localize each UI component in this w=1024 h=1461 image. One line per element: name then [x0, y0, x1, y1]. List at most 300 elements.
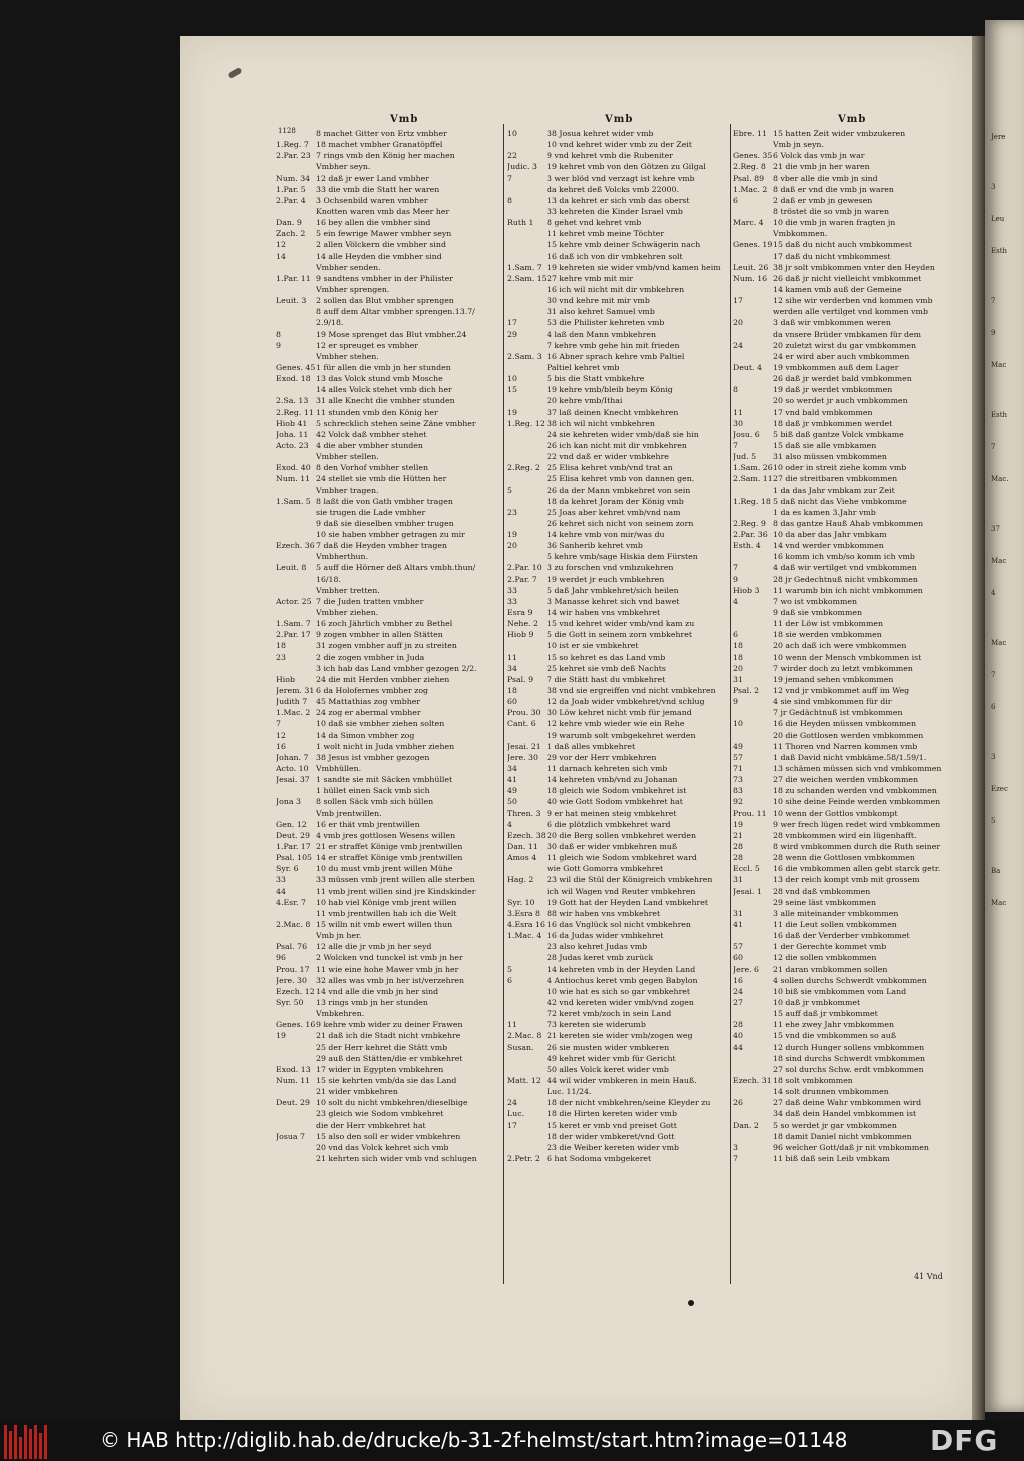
- entry-reference: 57: [733, 752, 743, 762]
- index-entry: [733, 886, 965, 897]
- index-entry: [733, 685, 965, 696]
- entry-reference: Genes. 35: [733, 151, 773, 161]
- entry-reference: 1.Mac. 2: [733, 184, 768, 194]
- entry-text: 20 vnd das Volck kehret sich vmb: [316, 1142, 449, 1152]
- entry-reference: [507, 952, 547, 963]
- entry-reference: 49: [733, 741, 743, 751]
- entry-text: 19 daß jr werdet vmbkommen: [773, 385, 893, 395]
- entry-text: 9 sandtens vmbher in der Philister: [316, 273, 454, 283]
- fragment-text: 3: [991, 183, 996, 191]
- index-entry: [733, 841, 965, 852]
- entry-reference: Thren. 3: [507, 808, 541, 818]
- entry-reference: [276, 284, 316, 295]
- entry-reference: 19: [276, 1031, 286, 1041]
- entry-reference: Luc.: [507, 1109, 525, 1119]
- entry-reference: Judic. 3: [507, 162, 537, 172]
- entry-reference: [507, 986, 547, 997]
- entry-text: 21 kehrten sich wider vmb vnd schlugen: [316, 1153, 477, 1163]
- index-entry: [733, 184, 965, 195]
- entry-reference: [276, 908, 316, 919]
- entry-text: 4 sie sind vmbkommen für dir: [773, 697, 892, 707]
- entry-reference: 17: [733, 296, 743, 306]
- entry-text: Vmbher stehen.: [316, 351, 379, 361]
- index-entry: [733, 1019, 965, 1030]
- entry-text: 16 ich wil nicht mit dir vmbkehren: [547, 284, 685, 294]
- entry-reference: 1.Sam. 7: [507, 262, 542, 272]
- index-entry: [733, 607, 965, 618]
- entry-reference: [507, 306, 547, 317]
- index-entry: [733, 139, 965, 150]
- entry-reference: [507, 184, 547, 195]
- source-link[interactable]: © HAB http://diglib.hab.de/drucke/b-31-2f-helmst/start.htm?image=01148: [100, 1428, 848, 1452]
- entry-text: 16 komm ich vmb/so komm ich vmb: [773, 552, 915, 562]
- entry-text: 20 kehre vmb/Ithai: [547, 396, 623, 406]
- index-entry: [507, 930, 729, 941]
- entry-text: 18 der wider vmbkeret/vnd Gott: [547, 1131, 675, 1141]
- entry-reference: [507, 1131, 547, 1142]
- entry-reference: [276, 1153, 316, 1164]
- entry-reference: Jere. 30: [276, 975, 307, 985]
- index-entry: [507, 741, 729, 752]
- entry-text: 26 daß jr werdet bald vmbkommen: [773, 374, 912, 384]
- entry-text: Vmbher tretten.: [316, 585, 380, 595]
- index-entry: [733, 540, 965, 551]
- index-entry: [507, 317, 729, 328]
- entry-text: 1 sandte sie mit Säcken vmbhüllet: [316, 775, 453, 785]
- index-entry: [507, 886, 729, 897]
- entry-reference: [276, 585, 316, 596]
- entry-text: 14 alles Volck stehet vmb dich her: [316, 385, 452, 395]
- entry-text: 45 Mattathias zog vmbher: [316, 697, 421, 707]
- entry-reference: Gen. 12: [276, 819, 307, 829]
- entry-text: 8 gehet vnd kehret vmb: [547, 218, 642, 228]
- entry-text: 10 du must vmb jrent willen Mühe: [316, 864, 453, 874]
- entry-reference: 17: [507, 318, 517, 328]
- entry-text: 9 zogen vmbher in allen Stätten: [316, 630, 443, 640]
- entry-text: 15 kehre vmb deiner Schwägerin nach: [547, 240, 701, 250]
- entry-reference: 14: [276, 251, 286, 261]
- entry-reference: [507, 251, 547, 262]
- entry-reference: [276, 317, 316, 328]
- index-entry: [507, 228, 729, 239]
- entry-text: 33 die vmb die Statt her waren: [316, 184, 440, 194]
- entry-text: 18 machet vmbher Granatöpffel: [316, 140, 443, 150]
- column-rule: [730, 124, 731, 1284]
- entry-text: 10 hab viel Könige vmb jrent willen: [316, 897, 457, 907]
- entry-reference: 11: [733, 407, 743, 417]
- entry-text: 5 schrecklich stehen seine Zäne vmbher: [316, 418, 476, 428]
- index-entry: [276, 908, 502, 919]
- index-entry: [276, 774, 502, 785]
- entry-text: 7 die Juden tratten vmbher: [316, 596, 424, 606]
- index-entry: [507, 629, 729, 640]
- fragment-text: 9: [991, 329, 996, 337]
- index-entry: [507, 284, 729, 295]
- entry-text: 4 laß den Mann vmbkehren: [547, 329, 657, 339]
- index-column-1: [276, 128, 502, 1164]
- entry-reference: [733, 607, 773, 618]
- entry-reference: [276, 785, 316, 796]
- entry-text: 38 Josua kehret wider vmb: [547, 129, 654, 138]
- entry-reference: [276, 128, 316, 139]
- entry-reference: [507, 1064, 547, 1075]
- index-entry: [733, 1042, 965, 1053]
- index-entry: [276, 251, 502, 262]
- entry-reference: 1.Par. 5: [276, 184, 306, 194]
- index-entry: [507, 451, 729, 462]
- index-entry: [507, 407, 729, 418]
- entry-reference: 34: [507, 764, 517, 774]
- entry-reference: 24: [733, 986, 743, 996]
- entry-text: 12 durch Hunger sollens vmbkommen: [773, 1042, 925, 1052]
- index-entry: [507, 975, 729, 986]
- entry-reference: [276, 574, 316, 585]
- entry-reference: [507, 1053, 547, 1064]
- index-entry: [507, 139, 729, 150]
- entry-text: 2 allen Völckern die vmbher sind: [316, 240, 446, 250]
- entry-text: 3 daß wir vmbkommen weren: [773, 318, 891, 328]
- hab-logo-icon[interactable]: [4, 1421, 48, 1459]
- entry-reference: [733, 485, 773, 496]
- entry-text: 73 kereten sie widerumb: [547, 1020, 646, 1030]
- entry-text: da kehret deß Volcks vmb 22000.: [547, 184, 679, 194]
- entry-reference: Exod. 18: [276, 374, 311, 384]
- entry-text: 72 keret vmb/zoch in sein Land: [547, 1009, 672, 1019]
- entry-text: 16 die Heyden müssen vmbkommen: [773, 719, 917, 729]
- entry-text: 50 alles Volck keret wider vmb: [547, 1064, 669, 1074]
- entry-reference: Num. 11: [276, 1075, 311, 1085]
- entry-text: 17 wider in Egypten vmbkehren: [316, 1064, 444, 1074]
- index-entry: [507, 574, 729, 585]
- entry-text: 8 wird vmbkommen durch die Ruth seiner: [773, 842, 941, 851]
- index-entry: [276, 206, 502, 217]
- entry-reference: 44: [276, 886, 286, 896]
- entry-reference: Num. 11: [276, 474, 311, 484]
- entry-text: 2 daß er vmb jn gewesen: [773, 195, 873, 205]
- entry-text: 19 kehret vmb von den Götzen zu Gilgal: [547, 162, 706, 172]
- entry-reference: Ezech. 12: [276, 986, 315, 996]
- index-entry: [276, 473, 502, 484]
- index-entry: [276, 574, 502, 585]
- entry-reference: 11: [507, 1020, 517, 1030]
- index-entry: [276, 1042, 502, 1053]
- index-entry: [507, 418, 729, 429]
- entry-text: 2.9/18.: [316, 318, 344, 328]
- entry-text: 29 seine läst vmbkommen: [773, 897, 877, 907]
- entry-text: 25 Elisa kehret vmb von dannen gen.: [547, 474, 695, 484]
- entry-reference: Syr. 6: [276, 864, 299, 874]
- entry-reference: [733, 1086, 773, 1097]
- fragment-text: 37: [991, 525, 1000, 533]
- entry-text: 8 sollen Säck vmb sich hüllen: [316, 797, 434, 807]
- entry-reference: Psal. 89: [733, 173, 765, 183]
- index-entry: [733, 373, 965, 384]
- entry-reference: 24: [733, 340, 743, 350]
- index-entry: [733, 618, 965, 629]
- entry-text: die der Herr vmbkehret hat: [316, 1120, 426, 1130]
- index-entry: [507, 195, 729, 206]
- entry-reference: 1.Sam. 7: [276, 619, 311, 629]
- entry-text: 10 wie hat es sich so gar vmbkehret: [547, 986, 691, 996]
- entry-text: 10 daß jr vmbkommet: [773, 997, 861, 1007]
- index-entry: [507, 562, 729, 573]
- entry-reference: Jesai. 21: [507, 741, 541, 751]
- entry-text: 5 auff die Hörner deß Altars vmbh.thun/: [316, 563, 476, 573]
- index-entry: [507, 518, 729, 529]
- entry-text: 34 daß dein Handel vmbkommen ist: [773, 1109, 917, 1119]
- entry-reference: 5: [507, 964, 512, 974]
- entry-reference: [733, 206, 773, 217]
- entry-reference: Genes. 19: [733, 240, 773, 250]
- index-entry: [733, 529, 965, 540]
- index-entry: [733, 718, 965, 729]
- entry-text: 49 kehret wider vmb für Gericht: [547, 1053, 676, 1063]
- entry-text: 9 daß sie vmbkommen: [773, 608, 862, 618]
- entry-text: 5 biß daß gantze Volck vmbkame: [773, 429, 904, 439]
- column-head-1: Vmb: [390, 114, 419, 125]
- index-entry: [276, 808, 502, 819]
- entry-reference: 19: [507, 530, 517, 540]
- entry-reference: Syr. 10: [507, 897, 535, 907]
- index-entry: [507, 395, 729, 406]
- fragment-text: Leu: [991, 215, 1005, 223]
- entry-reference: 83: [733, 786, 743, 796]
- entry-reference: [276, 1108, 316, 1119]
- entry-text: 38 vnd sie ergreiffen vnd nicht vmbkehren: [547, 686, 716, 696]
- entry-reference: Marc. 4: [733, 218, 764, 228]
- index-entry: [276, 830, 502, 841]
- index-entry: [276, 941, 502, 952]
- entry-reference: 9: [276, 340, 281, 350]
- entry-reference: [276, 384, 316, 395]
- index-entry: [276, 273, 502, 284]
- entry-text: 1 daß David nicht vmbkäme.58/1.59/1.: [773, 752, 927, 762]
- entry-reference: Hiob 41: [276, 418, 308, 428]
- index-entry: [733, 228, 965, 239]
- entry-text: 10 die vmb jn waren fragten jn: [773, 218, 896, 228]
- entry-text: Vmb jn her.: [316, 931, 362, 941]
- entry-text: wie Gott Gomorra vmbkehret: [547, 864, 664, 874]
- entry-reference: 21: [733, 830, 743, 840]
- entry-text: 24 er wird aber auch vmbkommen: [773, 351, 910, 361]
- index-column-3: [733, 128, 965, 1164]
- entry-text: 15 daß du nicht auch vmbkommest: [773, 240, 913, 250]
- entry-text: 28 jr Gedechtnuß nicht vmbkommen: [773, 574, 918, 584]
- entry-reference: 19: [733, 819, 743, 829]
- index-entry: [276, 841, 502, 852]
- entry-reference: [276, 351, 316, 362]
- entry-reference: Psal. 105: [276, 853, 313, 863]
- entry-reference: 28: [733, 853, 743, 863]
- entry-reference: 2.Par. 7: [507, 574, 537, 584]
- entry-reference: [733, 507, 773, 518]
- entry-text: 30 vnd kehre mit mir vmb: [547, 296, 650, 306]
- entry-text: 53 die Philister kehreten vmb: [547, 318, 665, 328]
- entry-text: 20 die Berg sollen vmbkehret werden: [547, 830, 697, 840]
- entry-reference: Ruth 1: [507, 218, 534, 228]
- entry-reference: [733, 1131, 773, 1142]
- index-entry: [276, 1008, 502, 1019]
- entry-reference: [507, 440, 547, 451]
- entry-text: 3 zu forschen vnd vmbzukehren: [547, 563, 674, 573]
- index-entry: [507, 919, 729, 930]
- entry-text: 14 solt drunnen vmbkommen: [773, 1087, 889, 1097]
- index-entry: [733, 407, 965, 418]
- entry-text: 5 daß Jahr vmbkehret/sich heilen: [547, 585, 679, 595]
- index-entry: [733, 707, 965, 718]
- index-entry: [276, 284, 502, 295]
- entry-reference: Num. 34: [276, 173, 311, 183]
- index-entry: [733, 741, 965, 752]
- index-entry: [733, 874, 965, 885]
- index-entry: [733, 1120, 965, 1131]
- index-entry: [733, 819, 965, 830]
- entry-reference: 4: [733, 596, 738, 606]
- index-entry: [276, 964, 502, 975]
- entry-reference: [276, 930, 316, 941]
- index-entry: [507, 663, 729, 674]
- entry-text: Vmb jrentwillen.: [316, 808, 382, 818]
- entry-text: 26 ich kan nicht mit dir vmbkehren: [547, 440, 687, 450]
- index-entry: [507, 808, 729, 819]
- index-entry: [507, 830, 729, 841]
- entry-text: 25 Joas aber kehret vmb/vnd nam: [547, 507, 681, 517]
- entry-reference: Jona 3: [276, 797, 301, 807]
- entry-reference: 16: [276, 741, 286, 751]
- entry-reference: [733, 395, 773, 406]
- index-entry: [733, 897, 965, 908]
- entry-text: 18 sie werden vmbkommen: [773, 630, 882, 640]
- index-entry: [733, 1086, 965, 1097]
- entry-reference: Ezech. 36: [276, 541, 315, 551]
- entry-reference: 8: [733, 385, 738, 395]
- entry-reference: Dan. 9: [276, 218, 302, 228]
- entry-text: 21 die vmb jn her waren: [773, 162, 870, 172]
- entry-text: 20 die Gottlosen werden vmbkommen: [773, 730, 924, 740]
- index-entry: [507, 429, 729, 440]
- entry-text: 17 daß du nicht vmbkommest: [773, 251, 891, 261]
- index-entry: [507, 785, 729, 796]
- entry-reference: [507, 139, 547, 150]
- entry-text: 24 sie kehreten wider vmb/daß sie hin: [547, 429, 699, 439]
- entry-reference: Deut. 4: [733, 362, 762, 372]
- entry-text: 8 machet Gitter von Ertz vmbher: [316, 129, 447, 138]
- entry-text: 10 biß sie vmbkommen vom Land: [773, 986, 907, 996]
- entry-text: 19 Mose sprenget das Blut vmbher.24: [316, 329, 467, 339]
- index-entry: [733, 273, 965, 284]
- entry-reference: 27: [733, 997, 743, 1007]
- index-entry: [733, 173, 965, 184]
- entry-reference: 9: [733, 697, 738, 707]
- entry-reference: 18: [507, 686, 517, 696]
- entry-text: 19 warumb solt vmbgekehret werden: [547, 730, 696, 740]
- index-entry: [507, 329, 729, 340]
- index-entry: [507, 1075, 729, 1086]
- entry-text: 18 solt vmbkommen: [773, 1075, 853, 1085]
- entry-text: 25 der Herr kehret die Stätt vmb: [316, 1042, 448, 1052]
- index-entry: [733, 161, 965, 172]
- entry-text: 15 also den soll er wider vmbkehren: [316, 1131, 461, 1141]
- entry-text: 5 kehre vmb/sage Hiskia dem Fürsten: [547, 552, 698, 562]
- entry-text: 15 keret er vmb vnd preiset Gott: [547, 1120, 677, 1130]
- entry-reference: 7: [733, 440, 738, 450]
- entry-reference: 7: [507, 173, 512, 183]
- entry-text: 15 vnd die vmbkommen so auß: [773, 1031, 897, 1041]
- index-entry: [276, 173, 502, 184]
- entry-text: Vmbher seyn.: [316, 162, 371, 172]
- index-entry: [733, 150, 965, 161]
- index-entry: [276, 730, 502, 741]
- entry-text: 27 kehre vmb mit mir: [547, 273, 633, 283]
- entry-text: 12 er spreuget es vmbher: [316, 340, 419, 350]
- entry-reference: 1.Reg. 7: [276, 140, 309, 150]
- entry-reference: 33: [507, 585, 517, 595]
- index-entry: [733, 451, 965, 462]
- index-entry: [507, 1030, 729, 1041]
- entry-text: 10 ist er sie vmbkehret: [547, 641, 639, 651]
- index-entry: [507, 897, 729, 908]
- entry-reference: [276, 1042, 316, 1053]
- entry-reference: 2.Reg. 11: [276, 407, 314, 417]
- entry-text: 16 er thät vmb jrentwillen: [316, 819, 420, 829]
- entry-reference: 28: [733, 1020, 743, 1030]
- entry-text: 23 also kehret Judas vmb: [547, 942, 648, 952]
- entry-reference: 3.Esra 8: [507, 908, 540, 918]
- entry-text: 10 daß sie vmbher ziehen solten: [316, 719, 445, 729]
- entry-reference: Joha. 11: [276, 429, 309, 439]
- index-entry: [733, 1075, 965, 1086]
- entry-text: 10 da aber das Jahr vmbkam: [773, 530, 887, 540]
- entry-reference: Exod. 13: [276, 1064, 311, 1074]
- index-entry: [733, 629, 965, 640]
- entry-reference: 12: [276, 240, 286, 250]
- index-entry: [507, 841, 729, 852]
- entry-text: 21 daß ich die Stadt nicht vmbkehre: [316, 1031, 461, 1041]
- entry-text: 25 kehret sie vmb deß Nachts: [547, 663, 666, 673]
- index-entry: [276, 685, 502, 696]
- entry-reference: [507, 886, 547, 897]
- adjacent-page-text: [991, 132, 1024, 930]
- index-entry: [733, 239, 965, 250]
- index-entry: [276, 562, 502, 573]
- entry-reference: [507, 395, 547, 406]
- entry-reference: Esth. 4: [733, 541, 761, 551]
- index-entry: [507, 239, 729, 250]
- entry-text: 3 alle miteinander vmbkommen: [773, 908, 899, 918]
- entry-reference: [733, 139, 773, 150]
- index-entry: [507, 1053, 729, 1064]
- entry-text: 28 vnd daß vmbkommen: [773, 886, 871, 896]
- index-entry: [733, 518, 965, 529]
- index-entry: [507, 752, 729, 763]
- entry-reference: 23: [507, 507, 517, 517]
- index-entry: [507, 1120, 729, 1131]
- index-entry: [276, 752, 502, 763]
- index-entry: [507, 529, 729, 540]
- entry-reference: Hag. 2: [507, 875, 534, 885]
- index-entry: [276, 551, 502, 562]
- entry-text: 11 gleich wie Sodom vmbkehret ward: [547, 853, 697, 863]
- index-entry: [733, 217, 965, 228]
- index-entry: [276, 1131, 502, 1142]
- index-entry: [733, 295, 965, 306]
- index-entry: [507, 1108, 729, 1119]
- index-entry: [733, 384, 965, 395]
- entry-text: 38 Jesus ist vmbher gezogen: [316, 752, 430, 762]
- entry-reference: [276, 551, 316, 562]
- entry-text: 7 wirder doch zu letzt vmbkommen: [773, 663, 913, 673]
- entry-text: 8 auff dem Altar vmbher sprengen.13.7/: [316, 307, 475, 317]
